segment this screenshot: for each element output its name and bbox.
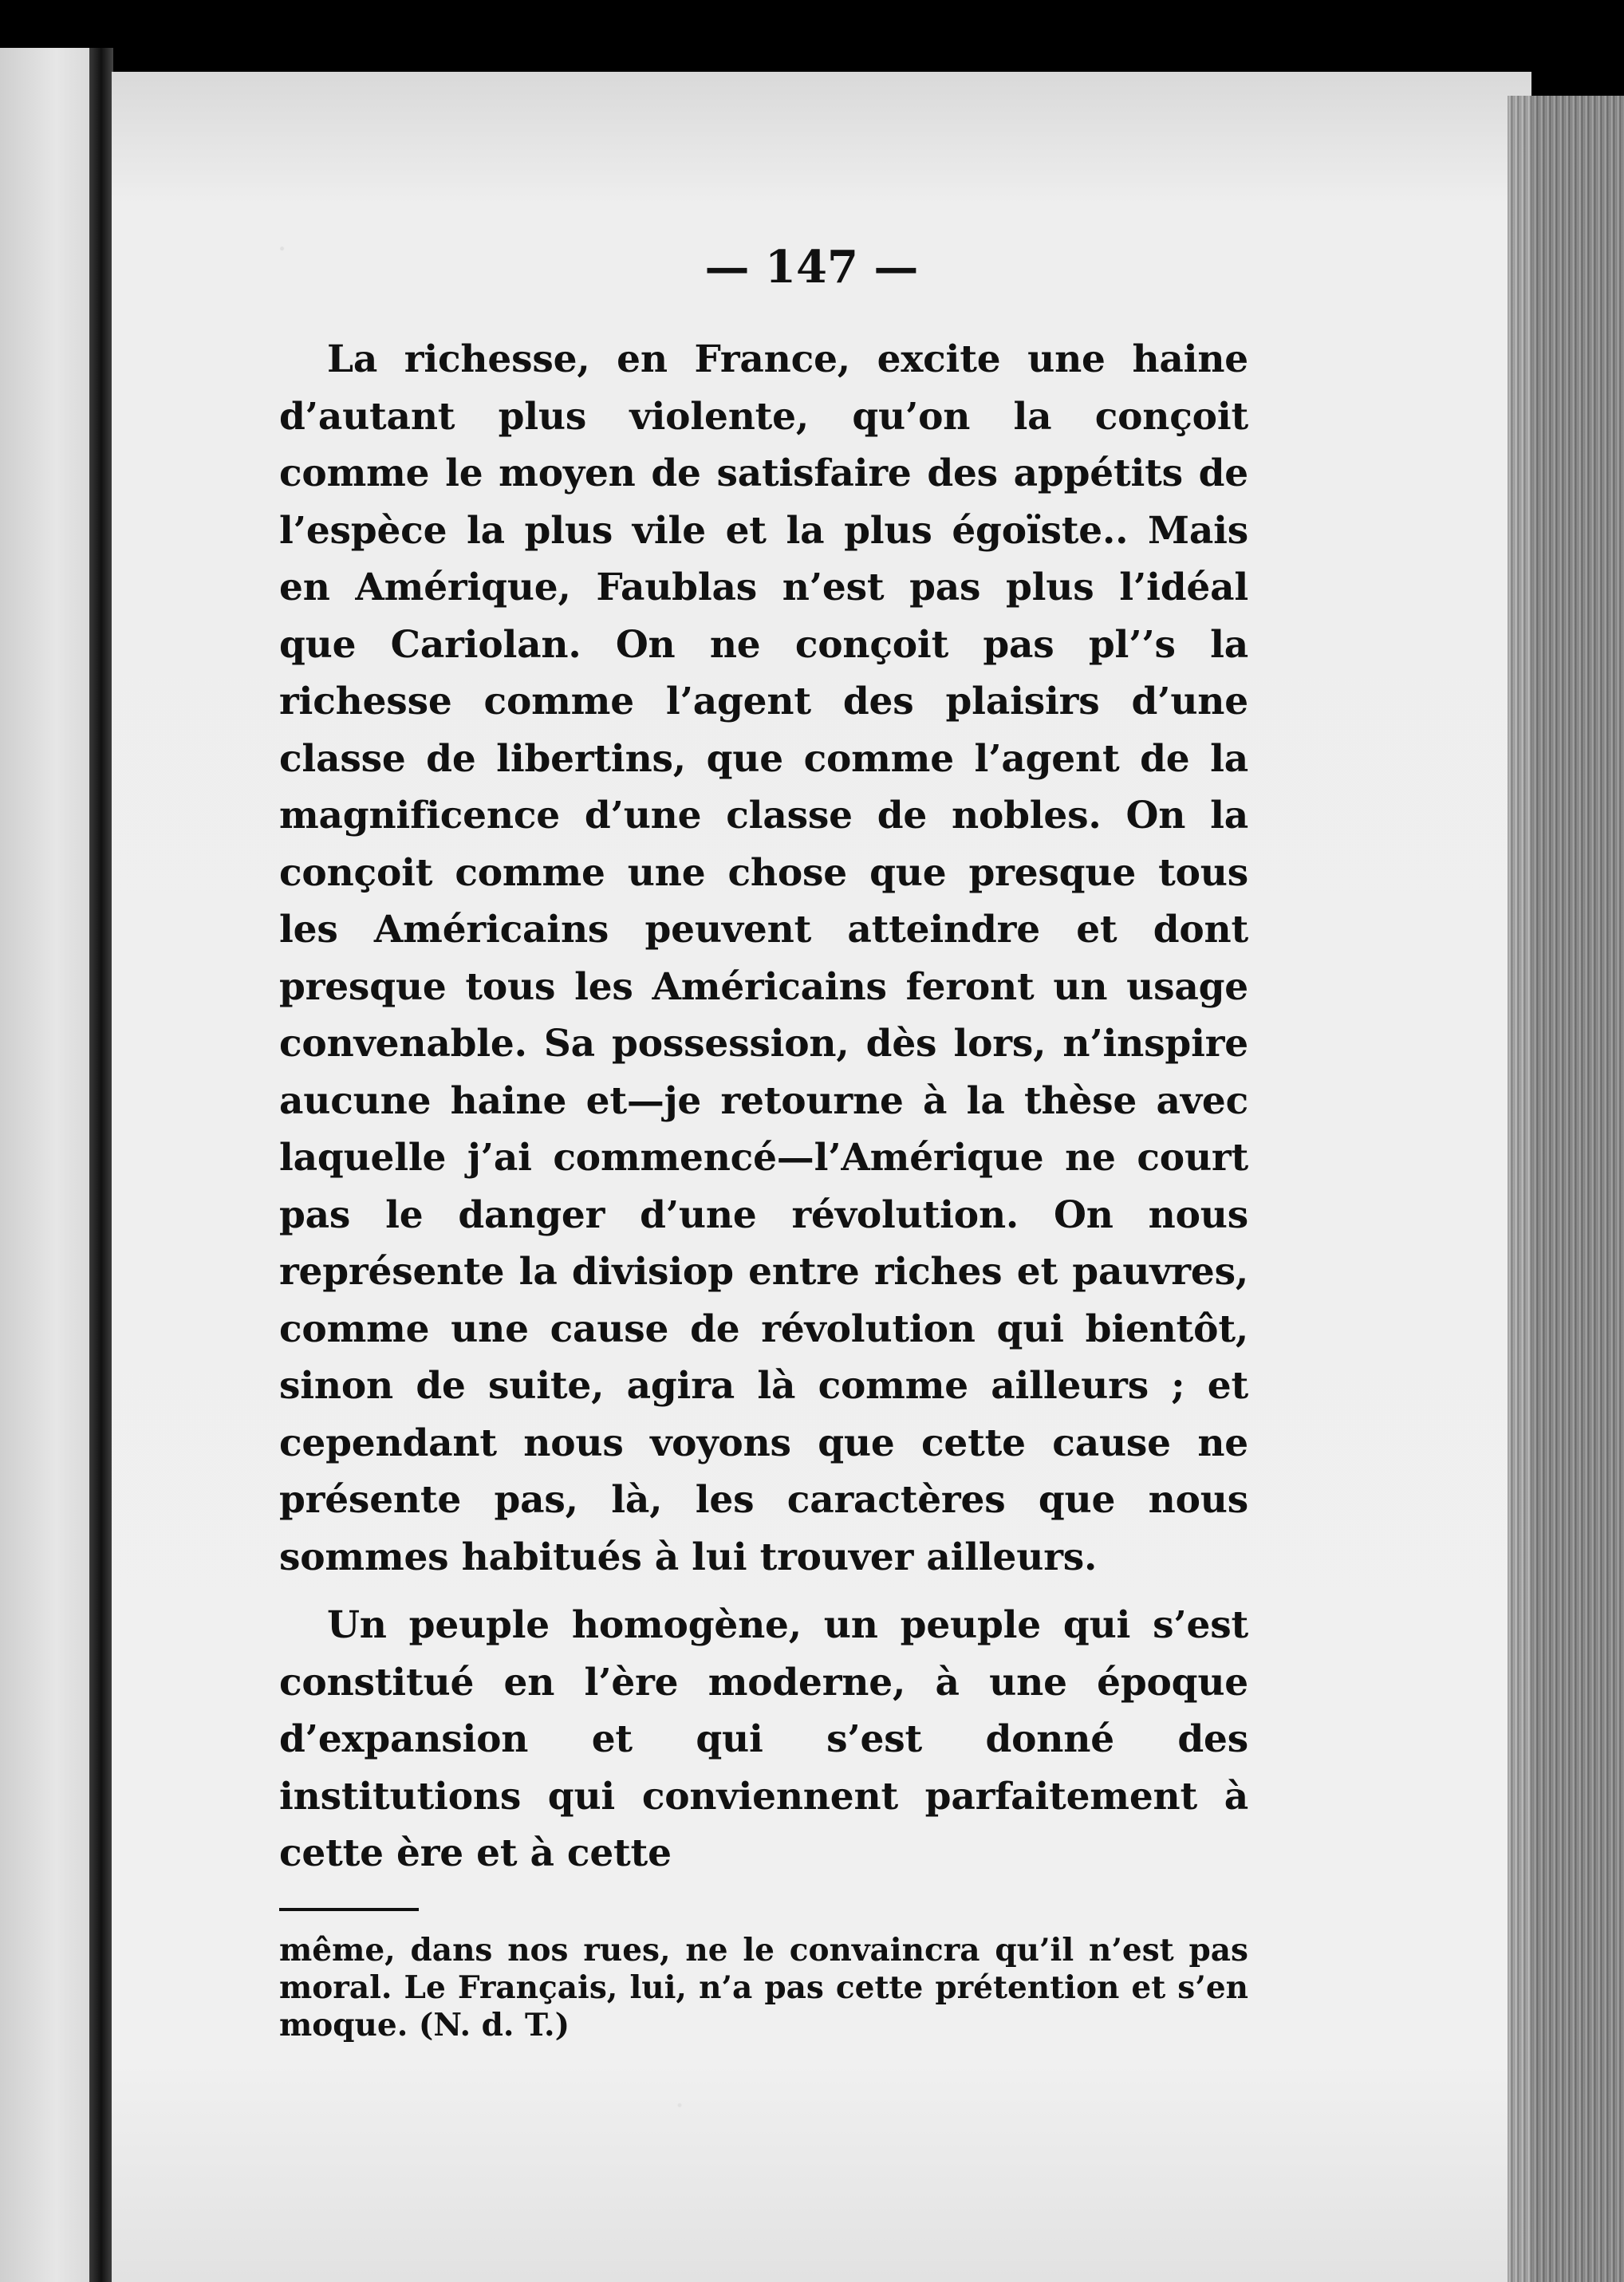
facing-page-edge	[0, 48, 94, 2282]
page-number: — 147 —	[704, 241, 919, 294]
body-paragraph-2: Un peuple homogène, un peuple qui s’est constitué en l’ère moderne, à une époque d’expansion et qui s’est donné des institutions qui conviennent parfaitement à cette ère et à cette	[279, 1603, 1248, 1875]
footnote: même, dans nos rues, ne le convaincra qu’il n’est pas moral. Le Français, lui, n’a pas cette prétention et s’en moque. (N. d. T.)	[279, 1931, 1248, 2044]
body-paragraph-1: La richesse, en France, excite une haine d’autant plus violente, qu’on la conçoit comme le moyen de satisfaire des appétits de l’espèce la plus vile et la plus égoïste.. Mais en Amérique, Faublas n’est pas plus l’idéal que Cariolan. On ne conçoit pas pl’’s la richesse comme l’agent des plaisirs d’une classe de libertins, que comme l’agent de la magnificence d’une classe de nobles. On la conçoit comme une chose que presque tous les Américains peuvent atteindre et dont presque tous les Américains feront un usage convenable. Sa possession, dès lors, n’inspire aucune haine et—je retourne à la thèse avec laquelle j’ai commencé—l’Amérique ne court pas le danger d’une révolution. On nous représente la divisiop entre riches et pauvres, comme une cause de révolution qui bientôt, sinon de suite, agira là comme ailleurs ; et cependant nous voyons que cette cause ne présente pas, là, les caractères que nous sommes habitués à lui trouver ailleurs.	[279, 337, 1248, 1579]
page-stack-edge	[1508, 96, 1624, 2282]
book-gutter	[89, 48, 113, 2282]
footnote-divider	[279, 1908, 419, 1911]
page-text	[279, 235, 1248, 2044]
